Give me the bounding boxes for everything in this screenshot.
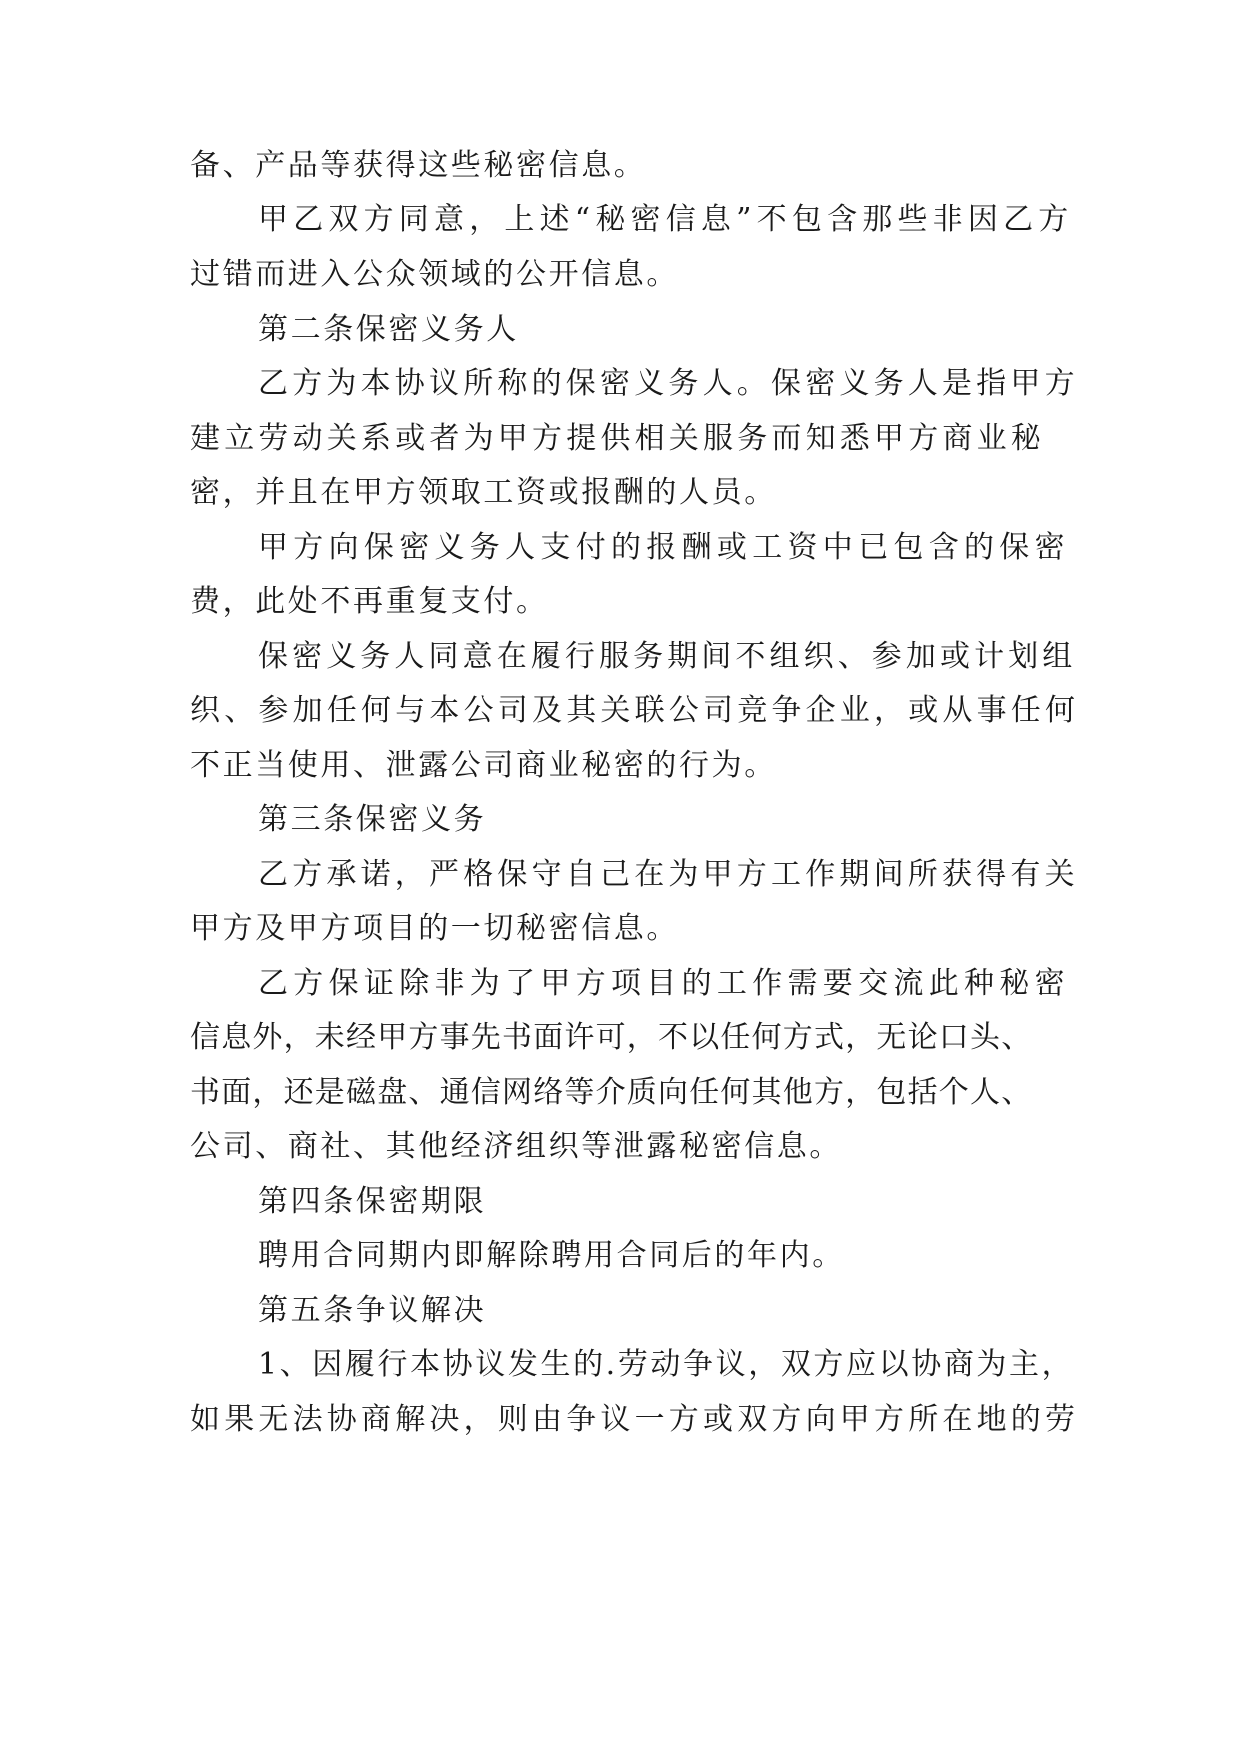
section-heading: 第三条保密义务 [258, 802, 487, 837]
section-heading: 第五条争议解决 [258, 1293, 487, 1328]
text-line: 保密义务人同意在履行服务期间不组织、参加或计划组 [258, 639, 1077, 674]
text-line: 乙方承诺，严格保守自己在为甲方工作期间所获得有关 [258, 857, 1079, 892]
text-line: 建立劳动关系或者为甲方提供相关服务而知悉甲方商业秘 [190, 421, 1045, 456]
text-line: 乙方为本协议所称的保密义务人。保密义务人是指甲方 [258, 366, 1079, 401]
text-line: 备、产品等获得这些秘密信息。 [190, 148, 647, 183]
text-line: 费，此处不再重复支付。 [190, 584, 549, 619]
text-line: 不正当使用、泄露公司商业秘密的行为。 [190, 748, 777, 783]
text-line: 1、因履行本协议发生的.劳动争议，双方应以协商为主， [258, 1347, 1075, 1382]
text-line: 信息外，未经甲方事先书面许可，不以任何方式，无论口头、 [190, 1020, 1033, 1055]
section-heading: 第二条保密义务人 [258, 312, 519, 347]
text-line: 密，并且在甲方领取工资或报酬的人员。 [190, 475, 777, 510]
text-line: 乙方保证除非为了甲方项目的工作需要交流此种秘密 [258, 966, 1070, 1001]
text-line: 甲方向保密义务人支付的报酬或工资中已包含的保密 [258, 530, 1070, 565]
text-line: 织、参加任何与本公司及其关联公司竞争企业，或从事任何 [190, 693, 1080, 728]
text-line: 书面，还是磁盘、通信网络等介质向任何其他方，包括个人、 [190, 1075, 1033, 1110]
text-line: 甲方及甲方项目的一切秘密信息。 [190, 911, 679, 946]
text-line: 公司、商社、其他经济组织等泄露秘密信息。 [190, 1129, 842, 1164]
text-line: 过错而进入公众领域的公开信息。 [190, 257, 679, 292]
text-line: 聘用合同期内即解除聘用合同后的年内。 [258, 1238, 845, 1273]
text-line: 如果无法协商解决，则由争议一方或双方向甲方所在地的劳 [190, 1402, 1080, 1437]
text-line: 甲乙双方同意，上述“秘密信息”不包含那些非因乙方 [258, 202, 1074, 237]
section-heading: 第四条保密期限 [258, 1184, 487, 1219]
